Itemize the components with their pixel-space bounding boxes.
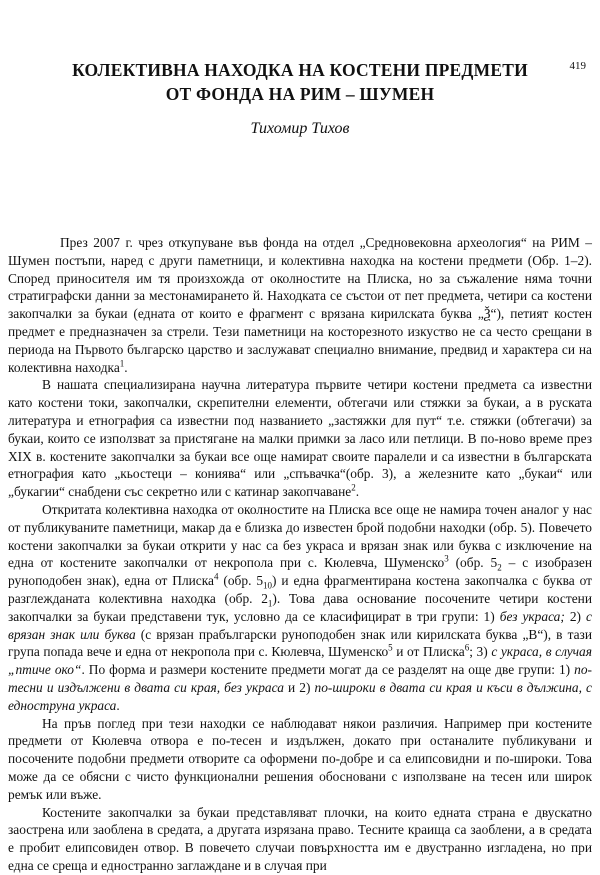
paragraph-2: В нашата специализирана научна литература първите четири костени предмета са известни като костени токи, закопчалки, скрепителни елементи, обтегачи или стяжки за букаи, а в руската литература и етнография са известни под названието „застяжки для пут“ т.е. стяжки (обтегачи) за букаи, които се използват за пристягане на малки примки за ласо или петлици. В по-ново време през XIX в. костените закопчалки за букаи все още намират своите паралели и са известни в българската етнография като „кьостеци – кониява“ или „спъвачка“(обр. 3), а железните като „букаи“ или „букагии“ снабдени със секретно или с катинар закопчаване$^2$.	[8, 377, 592, 500]
italic-text: по-широки в двата си края и къси в дължина, с едноструна украса	[8, 679, 592, 713]
author-name: Тихомир Тихов	[250, 120, 350, 137]
italic-text: без украса;	[499, 608, 565, 624]
article-header	[0, 58, 600, 138]
footnote-ref-1: 1	[119, 358, 125, 369]
footnote-ref-2: 2	[351, 482, 356, 493]
paragraph-3: Откритата колективна находка от околностите на Плиска все още не намира точен аналог у нас от публикуваните паметници, макар да е близка до известен брой подобни находки (обр. 5). Повечето костени закопчалки за букаи открити у нас са без украса и врязан знак или буква с изключение на една от костените закопчалки от некропола при с. Кюлевча, Шуменско$^3$ (обр. $5_2$ – с изобразен руноподобен знак), една от Плиска$^4$ (обр. $5_{10}$) и една фрагментирана костена закопчалка с буква от разглежданата колективна находка (обр. $2_1$). Това дава основание посочените четири костени закопчалки за букаи представени тук, условно да се класифицират в три групи: 1) без украса; 2) с врязан знак или буква (с врязан прабългарски руноподобен знак или кирилската буква „В“), в тази група попада вече и една от некропола при с. Кюлевча, Шуменско$^5$ и от Плиска$^6$; 3) с украса, в случая „птиче око“. По форма и размери костените предмети могат да се разделят на още две групи: 1) по-тесни и издължени в двата си края, без украса и 2) по-широки в двата си края и къси в дължина, с едноструна украса.	[8, 501, 593, 713]
italic-text: с врязан знак или буква	[8, 608, 592, 642]
footnote-ref-3: 3	[444, 553, 449, 564]
article-title	[0, 58, 600, 106]
footnote-ref-6: 6	[464, 642, 470, 653]
paragraph-1: През 2007 г. чрез откупуване във фонда на отдел „Средновековна археология“ на РИМ – Шумен постъпи, наред с други паметници, и колективна находка на костени предмети (Обр. 1–2). Според приносителя им тя произхожда от околностите на Плиска, но за съжаление няма точни стратиграфски данни за местонамирането й. Находката се състои от пет предмета, четири са костени закопчалки за букаи (едната от които е фрагмент с врязана кирилската буква „Ѯ“), петият костен предмет е предназначен за стрели. Тези паметници на косторезното изкуство не са често срещани в периода на Първото българско царство и заслужават специално внимание, предвид и характера си на колективна находка$^1$.	[8, 235, 592, 375]
footnote-ref-4: 4	[213, 571, 219, 582]
paragraph-5: Костените закопчалки за букаи представляват плочки, на които едната страна е двускатно заострена или заоблена в средата, а другата изрязана право. Тесните краища са заоблени, а в средата е пробит елипсовиден отвор. В повечето случаи повърхността им е двустранно изгладена, но при една се среща и едностранно заглаждане и в случая при	[8, 804, 592, 873]
figure-subscript: 10	[263, 580, 273, 591]
page-number: 419	[569, 60, 586, 72]
title-line-2: ОТ ФОНДА НА РИМ – ШУМЕН	[165, 84, 435, 104]
article-body	[0, 234, 600, 875]
figure-subscript: 2	[497, 563, 502, 574]
title-line-1: КОЛЕКТИВНА НАХОДКА НА КОСТЕНИ ПРЕДМЕТИ	[72, 60, 528, 80]
footnote-ref-5: 5	[388, 642, 393, 653]
italic-text: с украса, в случая „птиче око“	[8, 644, 592, 678]
italic-text: по-тесни и издължени в двата си края, без украса	[8, 662, 592, 695]
cyrillic-letter-glyph: Ѯ	[483, 306, 491, 322]
figure-subscript: 1	[267, 598, 273, 609]
paragraph-4: На пръв поглед при тези находки се наблюдават някои различия. Например при костените предмети от Кюлевча отвора е по-тесен и издължен, докато при останалите публикувани и посочените подобни предмети отворите са оформени по-добре и са елипсовидни и по-широки. Това може да се обясни с чисто функционални решения обосновани с използване на тесен или широк ремък или въже.	[8, 715, 592, 802]
